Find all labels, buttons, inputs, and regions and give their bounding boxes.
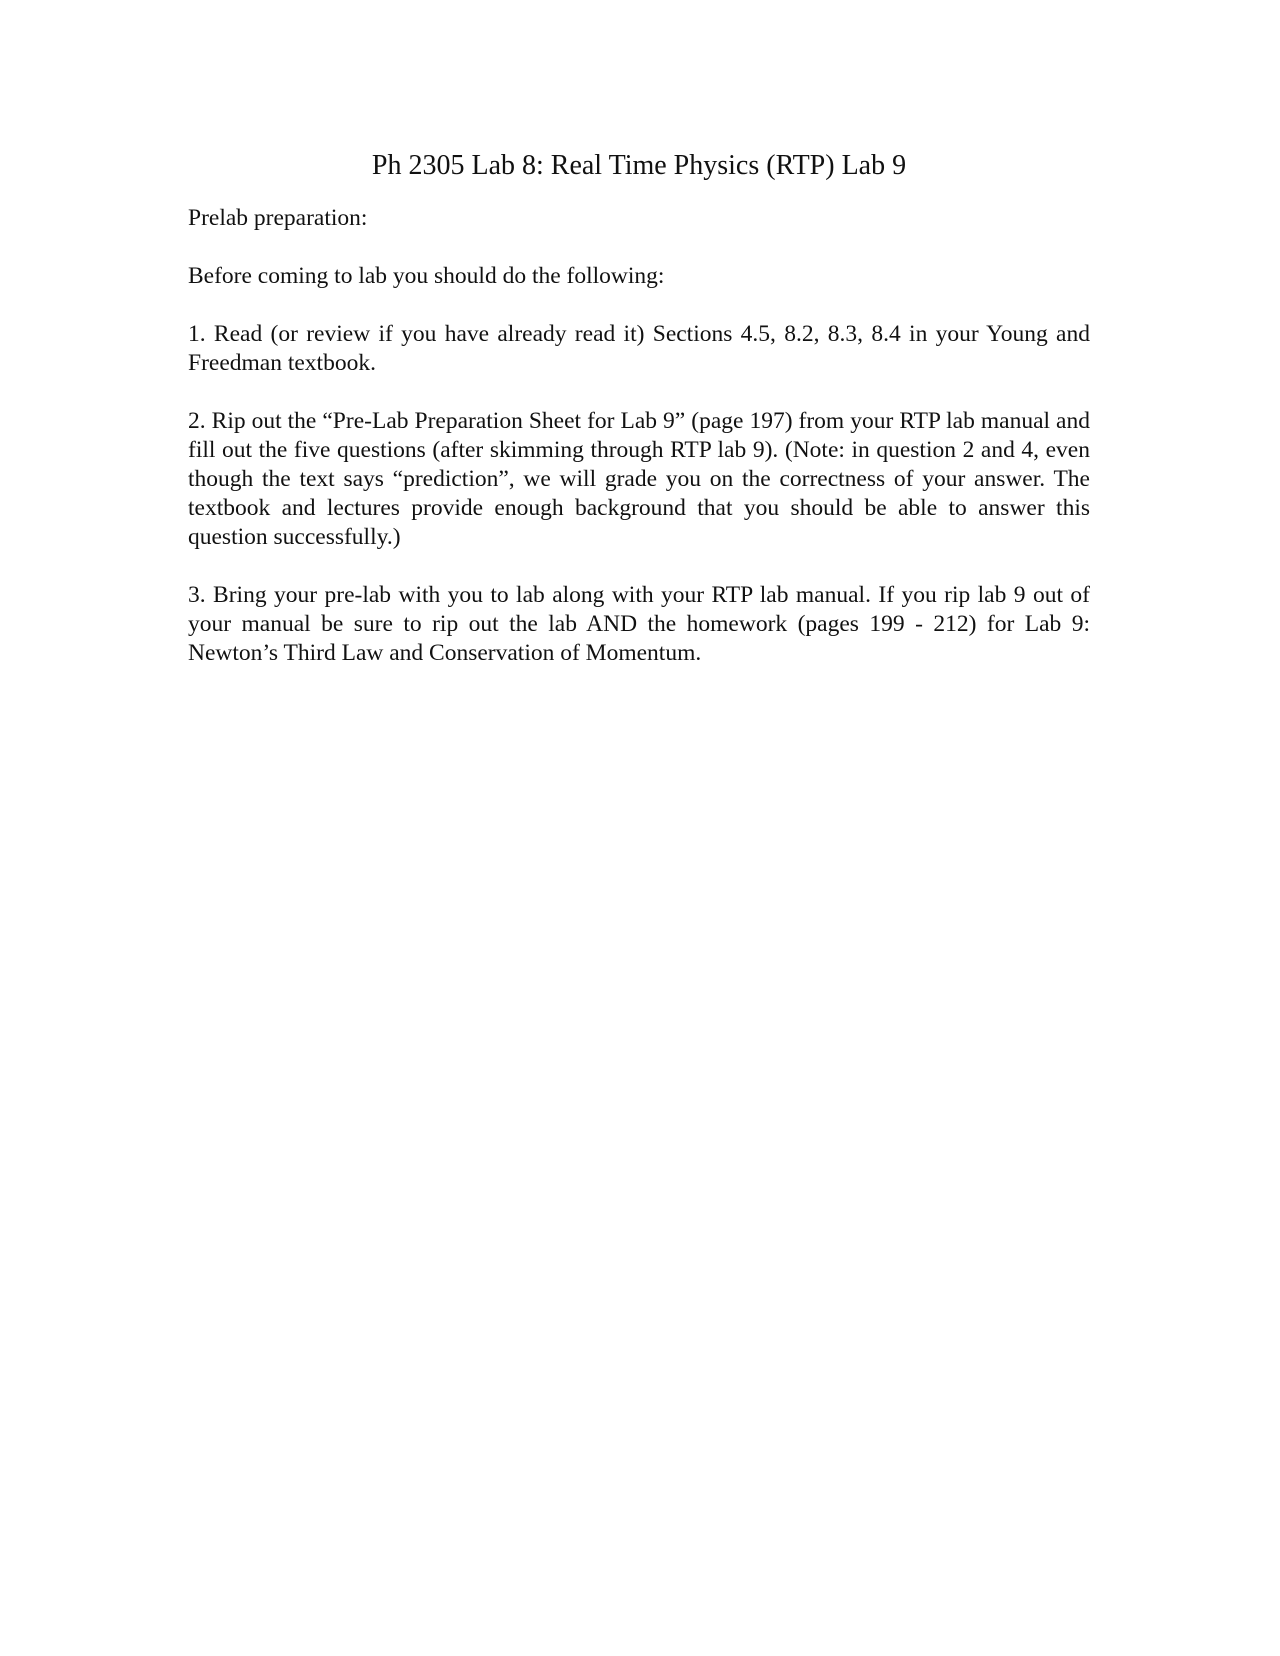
document-title: Ph 2305 Lab 8: Real Time Physics (RTP) Lab 9	[371, 150, 907, 181]
instruction-item-1: 1. Read (or review if you have already read it) Sections 4.5, 8.2, 8.3, 8.4 in your Young and Freedman textbook.	[188, 321, 1090, 376]
instruction-item-3: 3. Bring your pre-lab with you to lab along with your RTP lab manual. If you rip lab 9 out of your manual be sure to rip out the lab AND the homework (pages 199 - 212) for Lab 9: Newton’s Third Law and Conservation of Momentum.	[188, 582, 1090, 666]
intro-text: Before coming to lab you should do the following:	[188, 263, 665, 289]
instruction-item-2: 2. Rip out the “Pre-Lab Preparation Sheet for Lab 9” (page 197) from your RTP lab manual and fill out the five questions (after skimming through RTP lab 9). (Note: in question 2 and 4, even though the text says “prediction”, we will grade you on the correctness of your answer. The textbook and lectures provide enough background that you should be able to answer this question successfully.)	[188, 408, 1090, 550]
document-content	[188, 148, 1090, 697]
prelab-heading: Prelab preparation:	[188, 205, 368, 231]
